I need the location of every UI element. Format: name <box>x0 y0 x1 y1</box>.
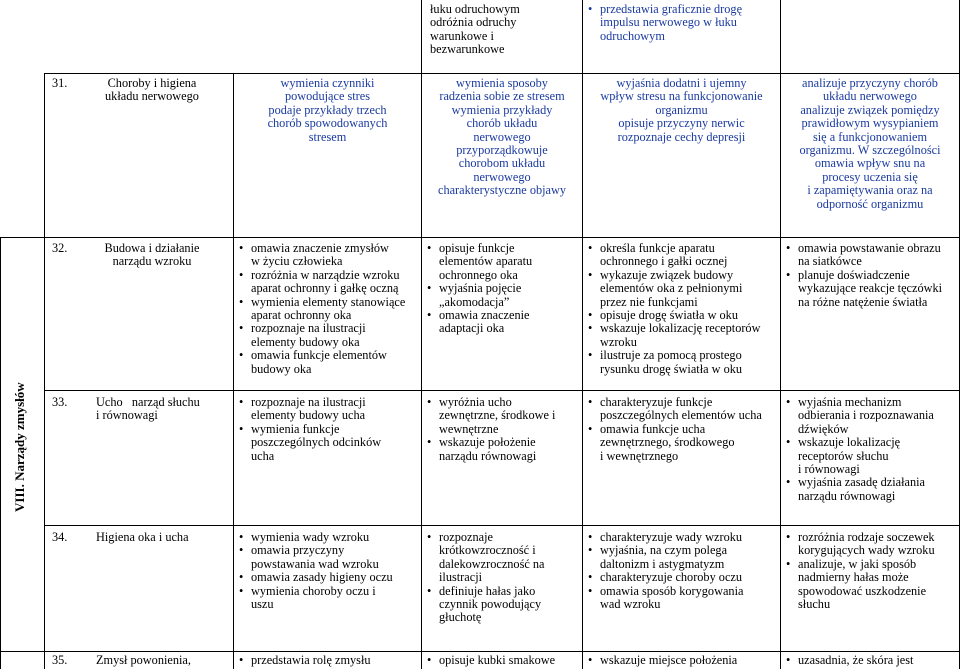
list-item <box>783 476 957 503</box>
list-item <box>424 654 580 667</box>
col-divider <box>233 73 234 669</box>
list-item-text: aparat ochronny i gałkę oczną <box>251 281 399 296</box>
list-item-text: omawia przyczyny <box>251 543 345 558</box>
list-item-text: rysunku drogę światła w oku <box>600 361 743 376</box>
list-item <box>783 654 957 667</box>
bullet-list <box>424 396 580 463</box>
bullet-list <box>585 531 778 611</box>
list-item-text: ilustruje za pomocą prostego <box>600 348 742 363</box>
list-item-text: przez nie funkcjami <box>600 294 698 309</box>
list-item-text: adaptacji oka <box>439 321 505 336</box>
list-item-text: rozróżnia rodzaje soczewek <box>798 530 935 544</box>
row-topic: Ucho narząd słuchu i równowagi <box>96 395 200 423</box>
list-item-text: receptorów słuchu <box>798 448 889 463</box>
row-divider <box>44 390 960 391</box>
bullet-list <box>236 396 420 463</box>
col-divider <box>44 73 45 669</box>
section-label: VIII. Narządy zmysłów <box>12 382 27 512</box>
list-item-text: charakteryzuje funkcje <box>600 395 713 409</box>
list-item <box>424 282 580 309</box>
bullet-list <box>236 242 420 376</box>
row-col3 <box>585 396 778 463</box>
list-item-text: wykazujące reakcje tęczówki <box>798 281 943 296</box>
list-item-text: korygujących wady wzroku <box>798 543 935 558</box>
row-col2 <box>424 396 580 463</box>
list-item <box>585 654 778 667</box>
list-item-text: krótkowzroczność i <box>439 543 536 558</box>
list-item-text: powstawania wad wzroku <box>251 556 379 571</box>
list-item-text: słuchu <box>798 597 831 612</box>
list-item-text: opisuje funkcje <box>439 241 515 255</box>
bullet-list <box>783 396 957 503</box>
list-item-text: przedstawia rolę zmysłu <box>251 653 371 667</box>
row-col1 <box>236 396 420 463</box>
top-fragment-col2 <box>430 3 578 57</box>
row-col3 <box>585 242 778 376</box>
list-item <box>783 558 957 612</box>
list-item-text: zewnętrznego, środkowego <box>600 435 735 450</box>
list-item-text: budowy oka <box>251 361 312 376</box>
bullet-list <box>236 531 420 611</box>
list-item <box>783 242 957 269</box>
row-divider <box>44 525 960 526</box>
row-divider <box>0 651 960 652</box>
row-col4 <box>783 531 957 611</box>
list-item-text: na siatkówce <box>798 254 862 269</box>
list-item <box>236 585 420 612</box>
list-item-text: charakteryzuje wady wzroku <box>600 530 743 544</box>
list-item <box>783 436 957 476</box>
bullet-list <box>424 242 580 336</box>
row-topic: Zmysł powonienia, <box>96 653 191 667</box>
list-item-text: określa funkcje aparatu <box>600 241 715 255</box>
col-divider <box>0 237 1 669</box>
list-item <box>236 296 420 323</box>
row-col2 <box>424 654 580 667</box>
bullet-list <box>424 654 580 667</box>
row-topic: Choroby i higiena układu nerwowego <box>105 76 199 104</box>
list-item-text: rozpoznaje na ilustracji <box>251 321 366 336</box>
list-item <box>585 269 778 309</box>
list-item <box>236 349 420 376</box>
list-item-text: ucha <box>251 448 275 463</box>
row-col4 <box>783 242 957 309</box>
list-item-text: wskazuje miejsce położenia <box>600 653 738 667</box>
list-item-text: ochronnego oka <box>439 267 518 282</box>
bullet-list <box>585 242 778 376</box>
list-item <box>424 396 580 436</box>
row-col4 <box>783 654 957 667</box>
list-item <box>424 309 580 336</box>
list-item-text: omawia znaczenie zmysłów <box>251 241 389 255</box>
list-item <box>585 531 778 544</box>
list-item-text: definiuje hałas jako <box>439 583 536 598</box>
list-item-text: omawia zasady higieny oczu <box>251 570 393 585</box>
list-item <box>236 531 420 544</box>
list-item <box>236 571 420 584</box>
list-item <box>585 349 778 376</box>
list-item <box>236 544 420 571</box>
list-item-text: omawia funkcje ucha <box>600 421 706 436</box>
list-item: • przedstawia graficznie drogę impulsu nerwowego w łuku odruchowym <box>585 3 775 43</box>
list-item-text: na różne natężenie światła <box>798 294 928 309</box>
col-divider <box>582 0 583 669</box>
bullet-list <box>236 654 420 667</box>
list-item-text: wewnętrzne <box>439 421 499 436</box>
list-item-text: ilustracji <box>439 570 483 585</box>
list-item-text: wymienia choroby oczu i <box>251 583 376 598</box>
row-number: 34. <box>52 530 68 544</box>
row-col2 <box>424 531 580 625</box>
list-item-text: uszu <box>251 597 274 612</box>
list-item <box>236 322 420 349</box>
list-item-text: narządu równowagi <box>798 488 896 503</box>
list-item-text: uzasadnia, że skóra jest <box>798 653 914 667</box>
row-divider <box>44 73 960 74</box>
list-item-text: daltonizm i astygmatyzm <box>600 556 725 571</box>
list-item-text: wskazuje lokalizację receptorów <box>600 321 761 336</box>
list-item-text: elementów aparatu <box>439 254 533 269</box>
row-number: 35. <box>52 653 68 667</box>
top-fragment-col3 <box>585 3 775 43</box>
row-col3 <box>585 531 778 611</box>
list-item-text: rozpoznaje na ilustracji <box>251 395 366 409</box>
list-item-text: wyróżnia ucho <box>439 395 512 409</box>
list-item <box>236 269 420 296</box>
list-item-text: poszczególnych elementów ucha <box>600 408 762 423</box>
list-item <box>585 585 778 612</box>
list-item <box>236 242 420 269</box>
list-item <box>783 269 957 309</box>
row-divider <box>0 237 960 238</box>
list-item <box>783 396 957 436</box>
text-line: łuku odruchowym <box>430 2 520 16</box>
list-item <box>236 654 420 667</box>
row-col1: wymienia czynniki powodujące stres podaje przykłady trzech chorób spowodowanych stresem <box>267 76 388 144</box>
bullet-list <box>585 654 778 667</box>
col-divider <box>421 0 422 669</box>
list-item-text: wykazuje związek budowy <box>600 267 734 282</box>
bullet-list <box>585 396 778 463</box>
list-item-text: wymienia elementy stanowiące <box>251 294 406 309</box>
list-item-text: wskazuje położenie <box>439 435 536 450</box>
list-item-text: i wewnętrznego <box>600 448 679 463</box>
list-item <box>424 242 580 282</box>
list-item-text: rozróżnia w narządzie wzroku <box>251 267 400 282</box>
list-item-text: wzroku <box>600 334 637 349</box>
row-col1 <box>236 654 420 667</box>
list-item-text: aparat ochronny oka <box>251 308 352 323</box>
list-item-text: planuje doświadczenie <box>798 267 910 282</box>
row-number: 32. <box>52 241 68 255</box>
list-item-text: wymienia funkcje <box>251 421 340 436</box>
list-item-text: omawia funkcje elementów <box>251 348 387 363</box>
list-item-text: w życiu człowieka <box>251 254 343 269</box>
list-item <box>424 436 580 463</box>
list-item <box>783 531 957 558</box>
list-item <box>585 423 778 463</box>
row-topic: Budowa i działanie narządu wzroku <box>104 241 200 269</box>
list-item-text: opisuje kubki smakowe <box>439 653 556 667</box>
list-item-text: wymienia wady wzroku <box>251 530 370 544</box>
list-item-text: głuchotę <box>439 610 482 625</box>
list-item-text: charakteryzuje choroby oczu <box>600 570 743 585</box>
text-line: bezwarunkowe <box>430 42 505 57</box>
list-item <box>585 242 778 269</box>
row-col4: analizuje przyczyny chorób układu nerwowego analizuje związek pomiędzy prawidłowym wysypianiem się a funkcjonowaniem organizmu. W szczególności omawia wpływ snu na procesy uczenia się i zapamiętywania oraz na odporność organizmu <box>799 76 941 211</box>
list-item <box>424 585 580 625</box>
list-item-text: nadmierny hałas może <box>798 570 909 585</box>
list-item-text: „akomodacja” <box>439 294 510 309</box>
row-col2 <box>424 242 580 336</box>
list-item-text: wad wzroku <box>600 597 661 612</box>
list-item <box>585 571 778 584</box>
list-item-text: elementy budowy oka <box>251 334 360 349</box>
list-item-text: omawia sposób korygowania <box>600 583 744 598</box>
row-col4 <box>783 396 957 503</box>
list-item <box>236 423 420 463</box>
list-item <box>585 544 778 571</box>
list-item-text: opisuje drogę światła w oku <box>600 308 738 323</box>
list-item-text: i równowagi <box>798 462 860 477</box>
row-col1 <box>236 531 420 611</box>
list-item-text: rozpoznaje <box>439 530 493 544</box>
bullet-list <box>783 654 957 667</box>
list-item-text: spowodować uszkodzenie <box>798 583 927 598</box>
row-number: 33. <box>52 395 68 409</box>
bullet-list <box>783 242 957 309</box>
list-item-text: narządu równowagi <box>439 448 537 463</box>
list-item <box>585 322 778 349</box>
list-item-text: dalekowzroczność na <box>439 556 545 571</box>
list-item-text: analizuje, w jaki sposób <box>798 556 917 571</box>
row-topic: Higiena oka i ucha <box>96 530 189 544</box>
row-col1 <box>236 242 420 376</box>
list-item <box>236 396 420 423</box>
list-item <box>585 309 778 322</box>
text-line: warunkowe i <box>430 28 494 43</box>
list-item-text: dźwięków <box>798 421 849 436</box>
list-item <box>585 396 778 423</box>
row-col3 <box>585 654 778 667</box>
bullet-list <box>783 531 957 611</box>
list-item-text: omawia powstawanie obrazu <box>798 241 941 255</box>
list-item-text: wyjaśnia, na czym polega <box>600 543 728 558</box>
list-item <box>424 531 580 585</box>
row-col2: wymienia sposoby radzenia sobie ze stresem wymienia przykłady chorób układu nerwowego przyporządkowuje chorobom układu nerwowego charakterystyczne objawy <box>437 76 567 198</box>
list-item-text: elementy budowy ucha <box>251 408 366 423</box>
list-item-text: wskazuje lokalizację <box>798 435 901 450</box>
list-item-text: wyjaśnia mechanizm <box>798 395 902 409</box>
list-item-text: wyjaśnia pojęcie <box>439 281 522 296</box>
row-number: 31. <box>52 76 68 90</box>
row-col3: wyjaśnia dodatni i ujemny wpływ stresu na funkcjonowanie organizmu opisuje przyczyny nerwic rozpoznaje cechy depresji <box>600 76 763 144</box>
text-line: odróżnia odruchy <box>430 15 517 30</box>
list-item-text: omawia znaczenie <box>439 308 530 323</box>
list-item-text: ochronnego i gałki ocznej <box>600 254 728 269</box>
list-item-text: elementów oka z pełnionymi <box>600 281 743 296</box>
col-divider <box>780 0 781 669</box>
list-item-text: odbierania i rozpoznawania <box>798 408 934 423</box>
bullet-list <box>424 531 580 625</box>
list-item-text: czynnik powodujący <box>439 597 542 612</box>
list-item-text: wyjaśnia zasadę działania <box>798 475 926 490</box>
list-item-text: poszczególnych odcinków <box>251 435 382 450</box>
list-item-text: zewnętrzne, środkowe i <box>439 408 556 423</box>
